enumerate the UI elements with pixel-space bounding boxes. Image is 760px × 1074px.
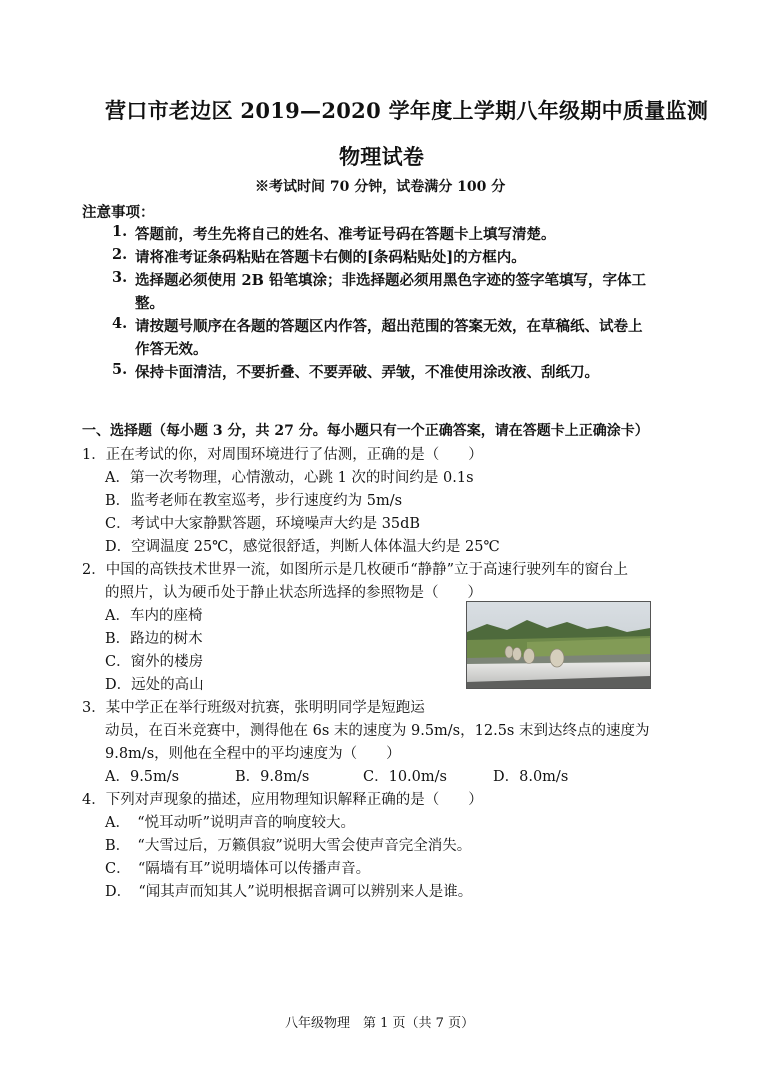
note-text: 整。 xyxy=(135,295,164,312)
question-option: D．远处的高山 xyxy=(105,677,204,693)
question-option: C． “隔墙有耳”说明墙体可以传播声音。 xyxy=(105,861,371,877)
note-number: 2. xyxy=(112,246,128,263)
question-stem: 的照片，认为硬币处于静止状态所选择的参照物是（ ） xyxy=(105,585,482,601)
page-footer: 八年级物理 第 1 页（共 7 页） xyxy=(285,1016,475,1031)
coins-train-image xyxy=(467,602,650,688)
question-option: A．车内的座椅 xyxy=(105,608,203,624)
question-option: D． “闻其声而知其人”说明根据音调可以辨别来人是谁。 xyxy=(105,884,473,900)
question-stem: 4．下列对声现象的描述，应用物理知识解释正确的是（ ） xyxy=(82,792,483,808)
section-heading: 一、选择题（每小题 3 分，共 27 分。每小题只有一个正确答案，请在答题卡上正确涂卡） xyxy=(82,423,649,439)
note-number: 5. xyxy=(112,361,128,378)
note-number: 1. xyxy=(112,223,128,240)
question-stem: 3．某中学正在举行班级对抗赛，张明明同学是短跑运 xyxy=(82,700,425,716)
question-option: C．窗外的楼房 xyxy=(105,654,204,670)
page-subtitle: 物理试卷 xyxy=(339,144,425,169)
coins-train-photo xyxy=(466,601,651,689)
question-stem: 动员，在百米竞赛中，测得他在 6s 末的速度为 9.5m/s，12.5s 末到达终点的速度为 xyxy=(105,723,650,739)
note-text: 选择题必须使用 2B 铅笔填涂；非选择题必须用黑色字迹的签字笔填写，字体工 xyxy=(135,272,646,289)
exam-info: ※考试时间 70 分钟，试卷满分 100 分 xyxy=(255,179,506,195)
question-option: A．第一次考物理，心情激动，心跳 1 次的时间约是 0.1s xyxy=(105,470,474,486)
notes-heading: 注意事项： xyxy=(82,204,155,221)
note-text: 请按题号顺序在各题的答题区内作答，超出范围的答案无效，在草稿纸、试卷上 xyxy=(135,318,643,335)
question-option: D．空调温度 25℃，感觉很舒适，判断人体体温大约是 25℃ xyxy=(105,539,500,555)
question-option: B．9.8m/s xyxy=(235,769,310,785)
question-option: B． “大雪过后，万籁俱寂”说明大雪会使声音完全消失。 xyxy=(105,838,472,854)
question-option: A．9.5m/s xyxy=(105,769,180,785)
page-title: 营口市老边区 2019—2020 学年度上学期八年级期中质量监测 xyxy=(105,98,709,123)
question-option: D．8.0m/s xyxy=(493,769,569,785)
note-number: 3. xyxy=(112,269,128,286)
note-number: 4. xyxy=(112,315,128,332)
question-option: A． “悦耳动听”说明声音的响度较大。 xyxy=(105,815,356,831)
note-text: 保持卡面清洁，不要折叠、不要弄破、弄皱，不准使用涂改液、刮纸刀。 xyxy=(135,364,599,381)
question-stem: 1．正在考试的你，对周围环境进行了估测，正确的是（ ） xyxy=(82,447,483,463)
question-option: C．10.0m/s xyxy=(363,769,447,785)
question-option: C．考试中大家静默答题，环境噪声大约是 35dB xyxy=(105,516,421,532)
question-option: B．路边的树木 xyxy=(105,631,203,647)
note-text: 答题前，考生先将自己的姓名、准考证号码在答题卡上填写清楚。 xyxy=(135,226,556,243)
note-text: 作答无效。 xyxy=(135,341,208,358)
note-text: 请将准考证条码粘贴在答题卡右侧的[条码粘贴处]的方框内。 xyxy=(135,249,526,266)
question-stem: 9.8m/s，则他在全程中的平均速度为（ ） xyxy=(105,746,401,762)
question-option: B．监考老师在教室巡考，步行速度约为 5m/s xyxy=(105,493,403,509)
question-stem: 2．中国的高铁技术世界一流，如图所示是几枚硬币“静静”立于高速行驶列车的窗台上 xyxy=(82,562,629,578)
